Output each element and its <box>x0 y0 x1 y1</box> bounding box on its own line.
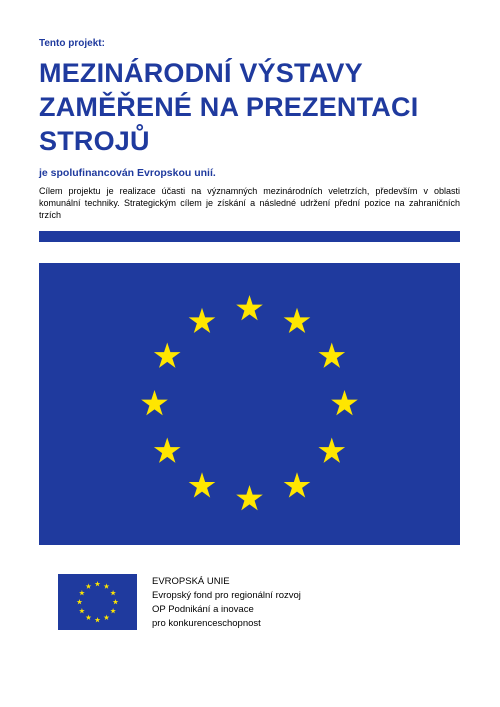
eu-text-line-3: OP Podnikání a inovace <box>152 604 254 615</box>
eu-flag-icon <box>39 263 460 545</box>
title-line-2: ZAMĚŘENÉ NA PREZENTACI <box>39 92 419 122</box>
eu-funding-text <box>152 575 301 631</box>
eu-flag-small-icon <box>58 574 137 630</box>
cofinanced-label: je spolufinancován Evropskou unií. <box>39 167 216 179</box>
title-line-3: STROJŮ <box>39 126 150 156</box>
eu-text-line-1: EVROPSKÁ UNIE <box>152 576 230 587</box>
eu-text-line-2: Evropský fond pro regionální rozvoj <box>152 590 301 601</box>
intro-label: Tento projekt: <box>39 38 105 49</box>
eu-text-line-4: pro konkurenceschopnost <box>152 618 261 629</box>
title-line-1: MEZINÁRODNÍ VÝSTAVY <box>39 58 363 88</box>
divider-bar <box>39 231 460 242</box>
project-description: Cílem projektu je realizace účasti na významných mezinárodních veletrzích, především v oblasti komunální techniky. Strategickým cílem je získání a následné udržení přední pozice na zahraničních trzích <box>39 186 460 220</box>
page-title <box>39 56 469 158</box>
